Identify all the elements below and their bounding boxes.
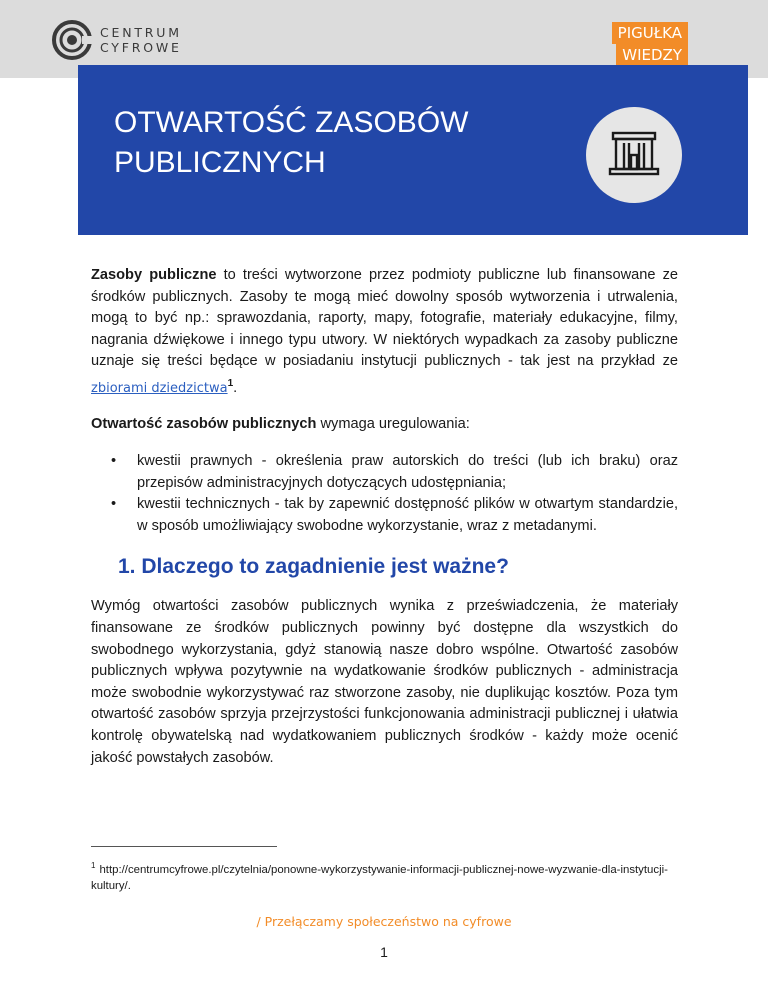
building-icon-circle bbox=[586, 107, 682, 203]
title-line-1: OTWARTOŚĆ ZASOBÓW bbox=[114, 106, 469, 139]
requirement-paragraph bbox=[91, 414, 678, 436]
page-title bbox=[114, 103, 468, 183]
intro-text: to treści wytworzone przez podmioty publiczne lub finansowane ze środków publicznych. Zasoby te mogą mieć dowolny sposób wytworzenia i utrwalenia, mogą to być np.: sprawozdania, raporty, mapy, fotografie, materiały edukacyjne, filmy, nagrania dźwiękowe i innego typu utwory. W niektórych wypadkach za zasoby publiczne uznaje się treści będące w posiadaniu instytucji publicznych - tak jest na przykład ze bbox=[91, 267, 678, 370]
footnote-number: 1 bbox=[91, 861, 96, 870]
logo-text bbox=[100, 25, 182, 55]
requirements-list bbox=[91, 451, 678, 537]
badge-line-1: PIGUŁKA bbox=[612, 22, 688, 44]
list-item: • kwestii technicznych - tak by zapewnić dostępność plików w otwartym standardzie, w sposób umożliwiający swobodne wykorzystanie, wraz z metadanymi. bbox=[91, 494, 678, 537]
logo-mark-icon bbox=[52, 20, 92, 60]
requirement-term: Otwartość zasobów publicznych bbox=[91, 416, 317, 433]
footnote-divider bbox=[91, 846, 277, 847]
footnote-ref[interactable]: 1 bbox=[227, 377, 234, 389]
section-paragraph: Wymóg otwartości zasobów publicznych wynika z przeświadczenia, że materiały finansowane ze środków publicznych powinny być dostępne dla wszystkich do swobodnego wykorzystania, gdyż stanowią nasze dobro wspólne. Otwartość zasobów publicznych wpływa pozytywnie na wydatkowanie środków publicznych - administracja może swobodnie wykorzystywać raz stworzone zasoby, nie duplikując kosztów. Poza tym otwartość zasobów sprzyja przejrzystości funkcjonowania administracji publicznej i ułatwia kontrolę obywatelską nad wydatkowaniem publicznych środków - każdy może ocenić jakość powstałych zasobów. bbox=[91, 598, 678, 766]
pigulka-wiedzy-badge bbox=[612, 22, 688, 66]
footnote-text: http://centrumcyfrowe.pl/czytelnia/ponowne-wykorzystywanie-informacji-publicznej-nowe-wyzwanie-dla-instytucji-kultury/. bbox=[91, 863, 668, 892]
document-body bbox=[91, 265, 678, 769]
title-line-2: PUBLICZNYCH bbox=[114, 146, 326, 179]
intro-term: Zasoby publiczne bbox=[91, 267, 217, 283]
footnote bbox=[91, 858, 691, 894]
badge-line-2: WIEDZY bbox=[616, 44, 688, 66]
intro-paragraph bbox=[91, 265, 678, 399]
page-number: 1 bbox=[380, 944, 388, 960]
building-icon bbox=[604, 125, 664, 185]
footer-tagline: / Przełączamy społeczeństwo na cyfrowe bbox=[256, 914, 512, 929]
heritage-collections-link[interactable]: zbiorami dziedzictwa bbox=[91, 380, 228, 396]
section-heading: 1. Dlaczego to zagadnienie jest ważne? bbox=[118, 555, 509, 579]
title-banner bbox=[78, 65, 748, 235]
logo-line-1: CENTRUM bbox=[100, 25, 182, 40]
logo-line-2: CYFROWE bbox=[100, 40, 182, 55]
list-item: • kwestii prawnych - określenia praw autorskich do treści (lub ich braku) oraz przepisów administracyjnych dotyczących udostępniania; bbox=[91, 451, 678, 494]
requirement-text: wymaga uregulowania: bbox=[316, 416, 470, 433]
intro-end: . bbox=[233, 379, 238, 396]
centrum-cyfrowe-logo[interactable] bbox=[52, 20, 182, 60]
